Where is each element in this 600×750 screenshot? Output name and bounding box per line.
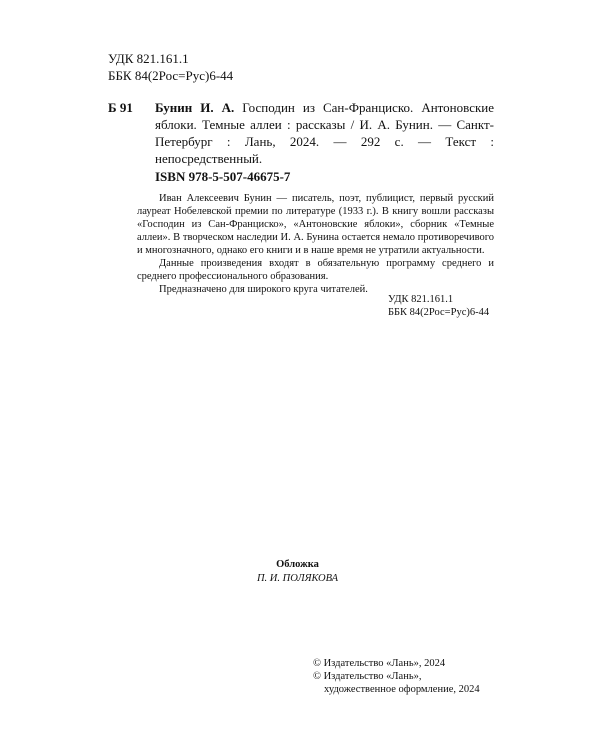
cover-artist: П. И. ПОЛЯКОВА	[256, 573, 339, 584]
copyright-line: художественное оформление, 2024	[324, 684, 480, 695]
copyright-block	[313, 657, 480, 696]
copyright-line: © Издательство «Лань»,	[313, 671, 422, 682]
cover-credit	[0, 558, 600, 586]
annotation	[137, 192, 494, 296]
classification-block-bottom	[388, 293, 489, 319]
udk-code: УДК 821.161.1	[388, 294, 454, 305]
bbk-code: ББК 84(2Рос=Рус)6-44	[108, 68, 234, 83]
annotation-paragraph: Данные произведения входят в обязательную программу среднего и среднего профессионального образования.	[137, 258, 494, 282]
isbn: ISBN 978-5-507-46675-7	[155, 169, 291, 184]
udk-code: УДК 821.161.1	[108, 51, 189, 66]
copyright-line: © Издательство «Лань», 2024	[313, 658, 446, 669]
cover-label: Обложка	[276, 559, 319, 570]
classification-block-top	[108, 50, 233, 84]
author-name: Бунин И. А.	[155, 100, 235, 115]
bibliographic-record	[108, 99, 494, 167]
title-and-imprint: Господин из Сан-Франциско. Антоновские яблоки. Темные аллеи : рассказы / И. А. Бунин. — Санкт-Петербург : Лань, 2024. — 292 с. — Текст : непосредственный.	[155, 100, 495, 166]
bbk-code: ББК 84(2Рос=Рус)6-44	[388, 307, 490, 318]
bibliographic-description	[155, 99, 494, 167]
annotation-paragraph: Иван Алексеевич Бунин — писатель, поэт, публицист, первый русский лауреат Нобелевской премии по литературе (1933 г.). В книгу вошли рассказы «Господин из Сан-Франциско», «Антоновские яблоки», сборник «Темные аллеи». В творческом наследии И. А. Бунина остается немало противоречивого и многозначного, однако его книги и в наше время не утратили актуальности.	[137, 193, 494, 256]
annotation-paragraph: Предназначено для широкого круга читателей.	[159, 284, 368, 295]
author-sign: Б 91	[108, 100, 133, 115]
